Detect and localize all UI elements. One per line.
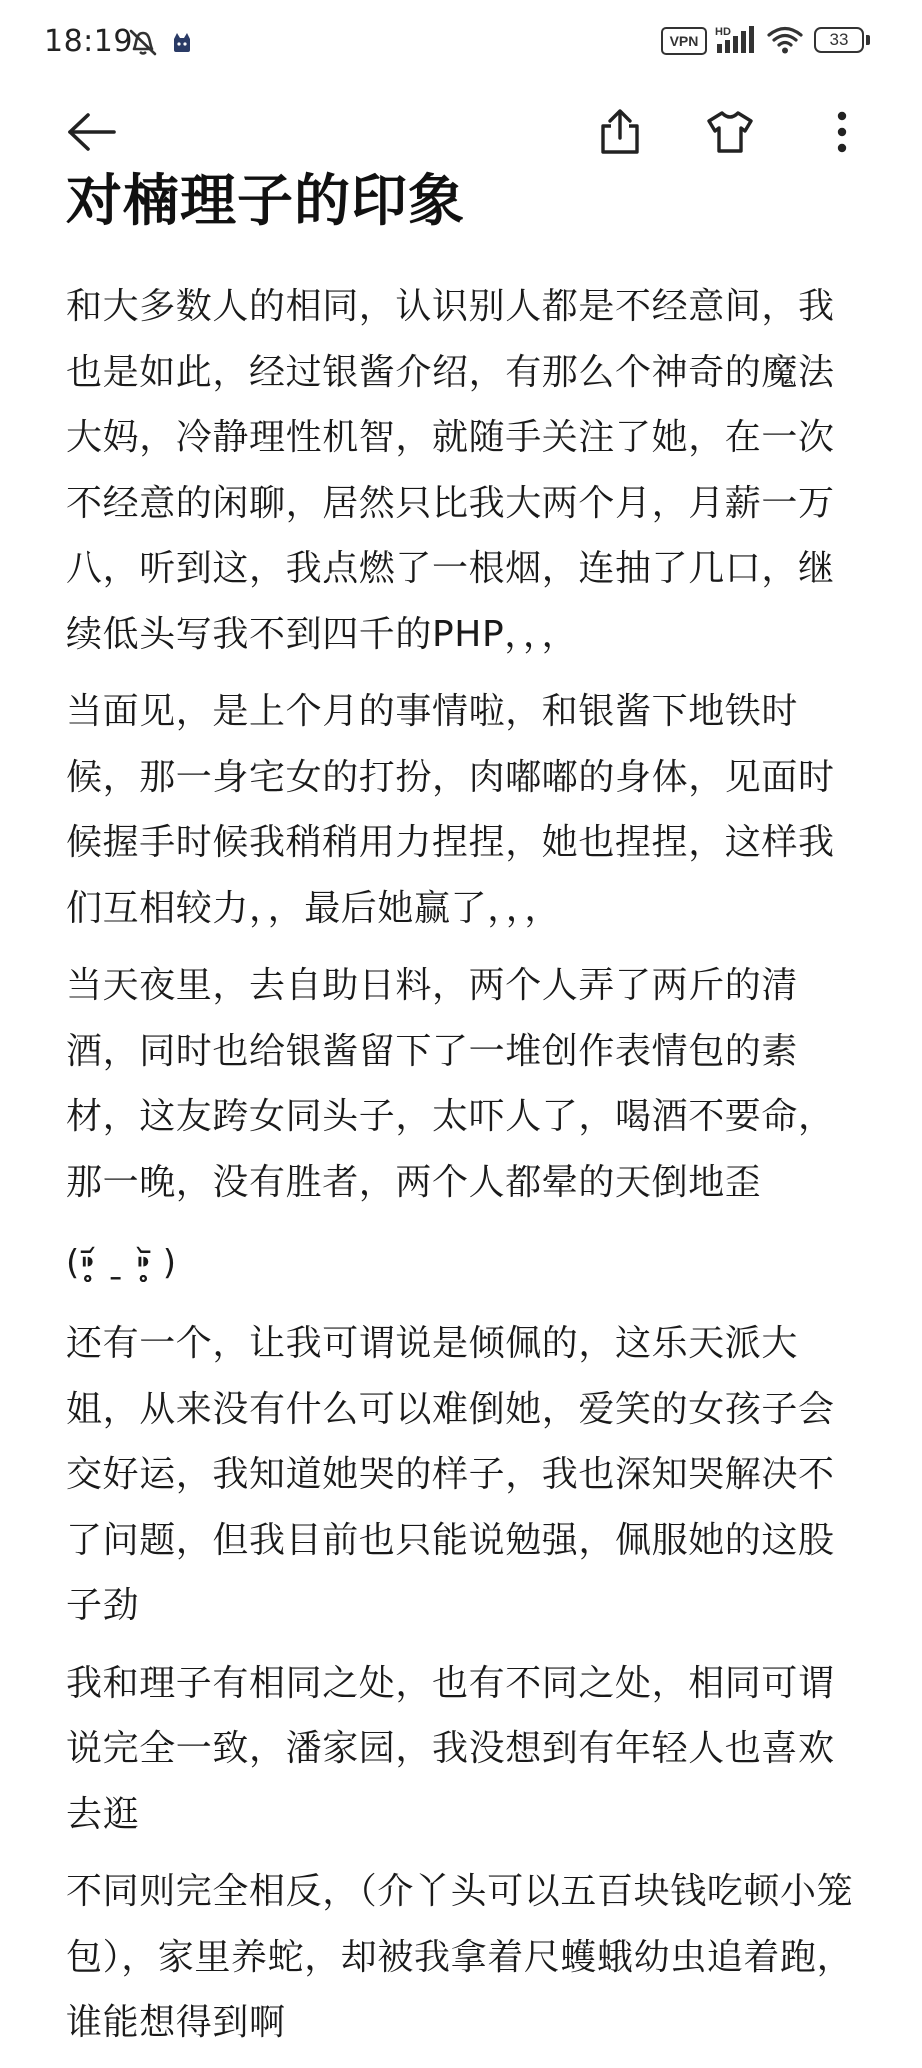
kaomoji-text: (⁍̥̥̥᷄ ˍ ⁍̥̥̥᷅ ) [66,1243,176,1283]
article-paragraph: 当面见，是上个月的事情啦，和银酱下地铁时候，那一身宅女的打扮，肉嘟嘟的身体，见面时候握手时候我稍稍用力捏捏，她也捏捏，这样我们互相较力，，最后她赢了，，， [66,691,835,929]
share-icon [597,108,643,156]
article-paragraph: 还有一个，让我可谓说是倾佩的，这乐天派大姐，从来没有什么可以难倒她，爱笑的女孩子会交好运，我知道她哭的样子，我也深知哭解决不了问题，但我目前也只能说勉强，佩服她的这股子劲 [66,1323,835,1626]
tshirt-icon [705,109,755,155]
vpn-badge: VPN [661,27,707,55]
battery-tip [866,35,870,45]
article-body [66,274,856,2068]
article-title: 对楠理子的印象 [66,169,465,234]
battery-icon: 33 [814,27,864,53]
theme-button[interactable] [694,96,766,168]
arrow-left-icon [66,112,118,152]
status-time: 18:19 [44,24,133,59]
article-paragraph: 当天夜里，去自助日料，两个人弄了两斤的清酒，同时也给银酱留下了一堆创作表情包的素材，这友跨女同头子，太吓人了，喝酒不要命，那一晚，没有胜者，两个人都晕的天倒地歪 [66,965,835,1203]
article-paragraph: 我和理子有相同之处，也有不同之处，相同可谓说完全一致，潘家园，我没想到有年轻人也喜欢去逛 [66,1662,835,1835]
wifi-icon [766,25,804,55]
more-vertical-icon [836,110,848,154]
article-paragraph: 和大多数人的相同，认识别人都是不经意间，我也是如此，经过银酱介绍，有那么个神奇的魔法大妈，冷静理性机智，就随手关注了她，在一次不经意的闲聊，居然只比我大两个月，月薪一万八，听到这，我点燃了一根烟，连抽了几口，继续低头写我不到四千的PHP，，， [66,286,835,655]
status-bar [0,0,922,84]
more-button[interactable] [806,96,878,168]
signal-icon [713,24,757,56]
share-button[interactable] [584,96,656,168]
article-paragraph: 不同则完全相反，（介丫头可以五百块钱吃顿小笼包），家里养蛇，却被我拿着尺蠖蛾幼虫追着跑，谁能想得到啊 [66,1871,854,2043]
mute-icon [126,27,160,57]
app-notification-icon [170,30,194,54]
back-button[interactable] [56,96,128,168]
svg-text:HD: HD [715,26,731,38]
